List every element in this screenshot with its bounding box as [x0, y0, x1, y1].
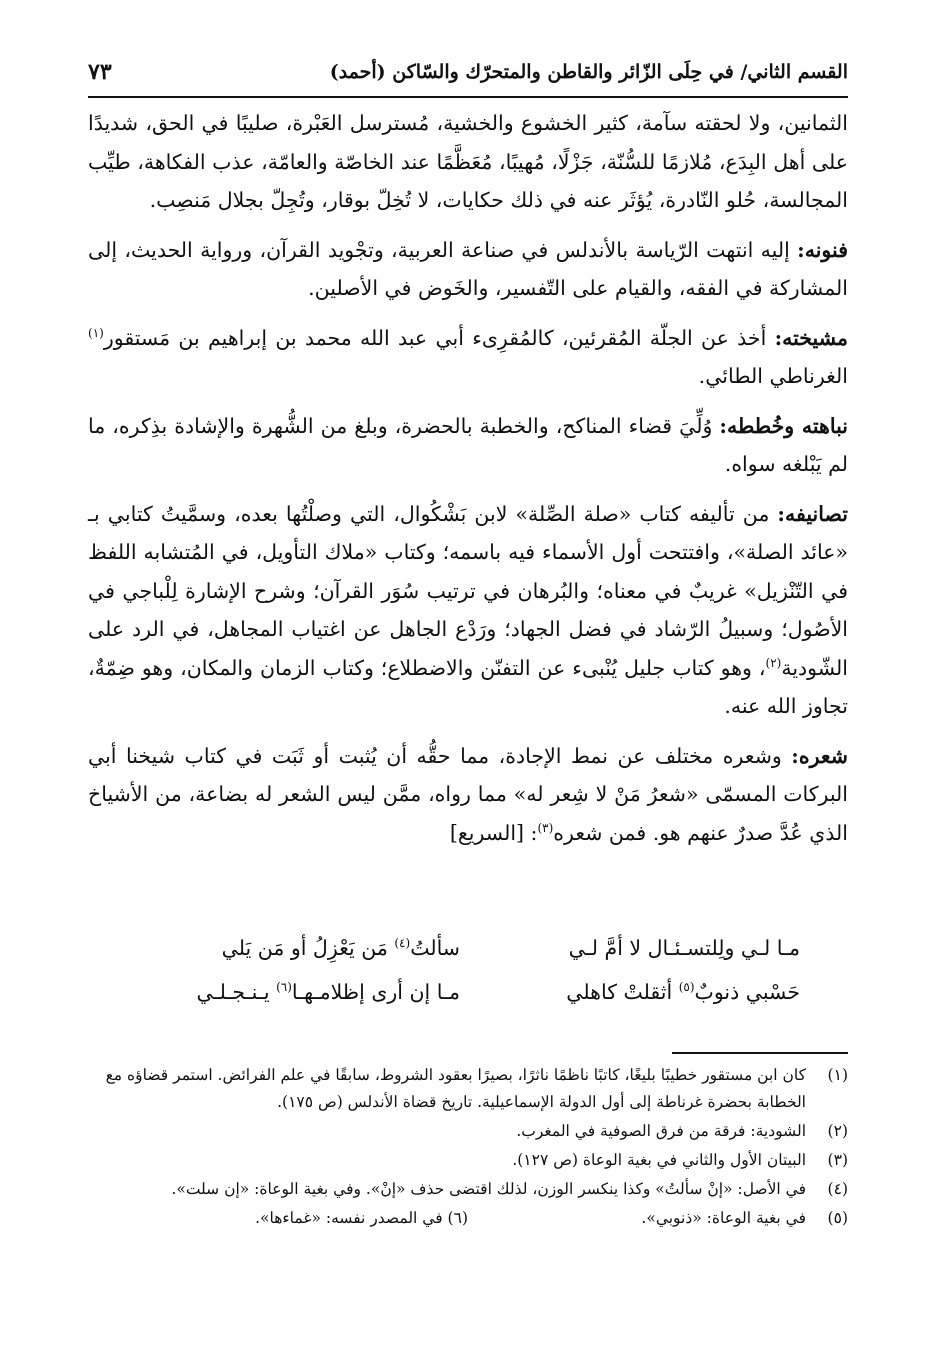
- footnote-number: (٦): [447, 1209, 468, 1227]
- section-label: فنونه:: [797, 237, 848, 262]
- section-label: تصانيفه:: [777, 501, 848, 526]
- paragraph-mashyakha: [88, 319, 848, 396]
- running-header: [88, 52, 848, 92]
- paragraph-text: إليه انتهت الرّياسة بالأندلس في صناعة العربية، وتجْويد القرآن، ورواية الحديث، إلى المشاركة في الفقه، والقيام على التّفسير، والخَوض في الأصلين.: [88, 237, 848, 300]
- footnote-item: [641, 1205, 848, 1232]
- footnote-number: (٣): [827, 1151, 848, 1169]
- paragraph-text: ، وهو كتاب جليل يُنْبىء عن التفنّن والاضطلاع؛ وكتاب الزمان والمكان، وهو ضِمّةٌ، تجاوز الله عنه.: [88, 655, 848, 718]
- footnote-text: في المصدر نفسه: «غماءها».: [255, 1209, 443, 1227]
- footnote-item: [88, 1147, 848, 1174]
- footnotes: [88, 1062, 848, 1233]
- footnote-ref[interactable]: (٣): [537, 820, 554, 835]
- paragraph-shiruhu: [88, 737, 848, 853]
- section-label: مشيخته:: [774, 325, 848, 350]
- footnote-text: في بغية الوعاة: «ذنوبي».: [641, 1209, 806, 1227]
- footnote-pair: [88, 1205, 848, 1233]
- footnote-separator: [672, 1052, 848, 1054]
- footnote-number: (٢): [827, 1122, 848, 1140]
- footnote-text: في الأصل: «إنْ سألتُ» وكذا ينكسر الوزن، لذلك اقتضى حذف «إنْ». وفي بغية الوعاة: «إن سلت».: [171, 1180, 806, 1198]
- paragraph-text: وُلِّيَ قضاء المناكح، والخطبة بالحضرة، وبلغ من الشُّهرة والإشادة بذِكره، ما لم يَبْلغه سواه.: [88, 413, 848, 476]
- main-text: [88, 104, 848, 863]
- paragraph-tasanif: [88, 495, 848, 726]
- header-rule: [88, 96, 848, 98]
- footnote-ref[interactable]: (٥): [678, 980, 695, 995]
- page-number: ٧٣: [88, 59, 112, 85]
- footnote-ref[interactable]: (٦): [276, 980, 292, 995]
- paragraph-text: الثمانين، ولا لحقته سآمة، كثير الخشوع والخشية، مُسترسل العَبْرة، صليبًا في الحق، شديدًا على أهل البِدَع، مُلازمًا للسُّنّة، جَزْلًا، مُهيبًا، مُعَظَّمًا عند الخاصّة والعامّة، عذب الفكاهة، طيِّب المجالسة، حُلو النّادرة، يُؤثَر عنه في ذلك حكايات، لا تُخِلّ بوقار، وتُجِلّ بجلال مَنصِب.: [88, 111, 848, 212]
- footnote-item: [88, 1118, 848, 1145]
- footnote-text: البيتان الأول والثاني في بغية الوعاة (ص ١٢٧).: [512, 1151, 806, 1169]
- footnote-ref[interactable]: (٢): [765, 655, 782, 670]
- footnote-number: (٥): [827, 1209, 848, 1227]
- footnote-number: (٤): [827, 1180, 848, 1198]
- footnote-ref[interactable]: (٤): [394, 936, 411, 951]
- section-label: نباهته وخُططه:: [719, 413, 848, 438]
- verse-hemistich-second: سألتُ$^{(٤)}$ مَن يَعْزِلُ أو مَن يَلي: [221, 936, 460, 960]
- footnote-item: [255, 1205, 468, 1232]
- footnote-number: (١): [827, 1066, 848, 1084]
- verse-hemistich-first: حَسْبي ذنوبٌ$^{(٥)}$ أثقلتْ كاهلي: [566, 980, 800, 1004]
- footnote-ref[interactable]: (١): [88, 325, 104, 340]
- paragraph-nabaha: [88, 407, 848, 484]
- paragraph-text: : [السريع]: [449, 820, 538, 845]
- footnote-item: [88, 1062, 848, 1116]
- footnote-item: [88, 1176, 848, 1203]
- paragraph-funun: [88, 231, 848, 308]
- footnote-text: الشودية: فرقة من فرق الصوفية في المغرب.: [516, 1122, 806, 1140]
- paragraph-text: الغرناطي الطائي.: [698, 364, 848, 388]
- paragraph-text: وشعره مختلف عن نمط الإجادة، مما حقُّه أن يُثبت أو ثَبَت في كتاب شيخنا أبي البركات المسمّى «شعرُ مَنْ لا شِعر له» مما رواه، ممَّن ليس الشعر له بضاعة، من الأشياخ الذي عُدَّ صدرٌ عنهم هو. فمن شعره: [88, 743, 848, 845]
- section-label: شعره:: [791, 743, 848, 768]
- verse-hemistich-second: مـا إن أرى إظلامـهـا$^{(٦)}$ يـنـجـلـي: [196, 980, 460, 1004]
- verse-hemistich-first: مـا لـي ولِلتسـئـال لا أمَّ لـي: [568, 936, 800, 960]
- header-title: القسم الثاني/ في حِلَى الزّائر والقاطن والمتحرّك والسّاكن (أحمد): [329, 61, 848, 83]
- paragraph-text: من تأليفه كتاب «صلة الصِّلة» لابن بَشْكُوال، التي وصلْتُها بعده، وسمَّيتُ كتابي بـ «عائد الصلة»، وافتتحت أول الأسماء فيه باسمه؛ وكتاب «ملاك التأويل، في المُتشابه اللفظ في التّنْزيل» غريبٌ في معناه؛ والبُرهان في ترتيب سُوَر القرآن؛ وشرح الإشارة لِلْباجي في الأصُول؛ وسبيلُ الرّشاد في فضل الجهاد؛ ورَدْع الجاهل عن اغتياب المجاهل، في الرد على الشّودية: [88, 501, 848, 680]
- footnote-text: كان ابن مستقور خطيبًا بليغًا، كاتبًا ناظمًا ناثرًا، بصيرًا بعقود الشروط، سابقًا في علم الفرائض. استمر قضاؤه مع الخطابة بحضرة غرناطة إلى أول الدولة الإسماعيلية. تاريخ قضاة الأندلس (ص ١٧٥).: [105, 1066, 806, 1111]
- paragraph-intro: [88, 104, 848, 220]
- paragraph-text: أخذ عن الجلّة المُقرئين، كالمُقرِىء أبي عبد الله محمد بن إبراهيم بن مَستقور: [103, 325, 767, 350]
